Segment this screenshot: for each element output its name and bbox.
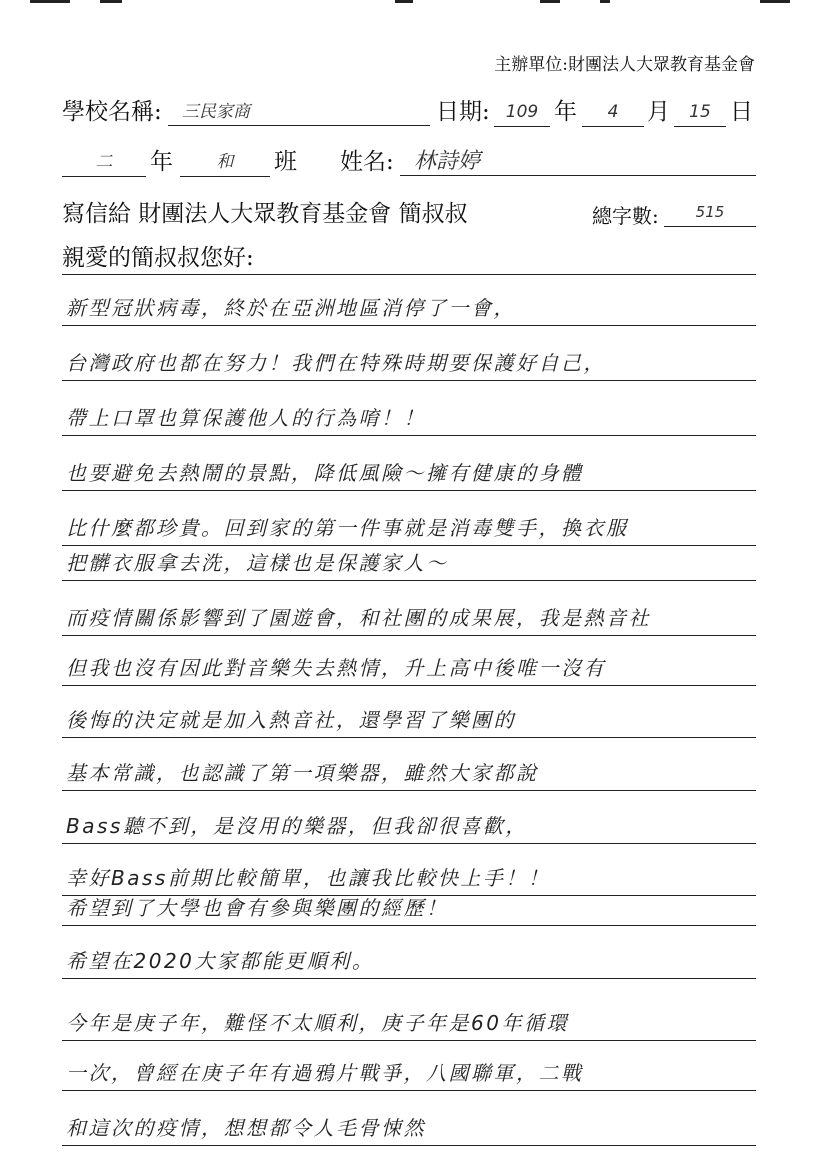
letter-line — [62, 285, 756, 326]
greeting-line — [62, 245, 756, 275]
letter-line-text: 一次，曾經在庚子年有過鴉片戰爭，八國聯軍，二戰 — [66, 1061, 584, 1085]
grade-field: 二 — [62, 148, 146, 177]
letter-line-text: 但我也沒有因此對音樂失去熱情，升上高中後唯一沒有 — [66, 656, 606, 680]
letter-line-text: 把髒衣服拿去洗，這樣也是保護家人～ — [66, 551, 449, 575]
year-unit: 年 — [554, 99, 577, 125]
month-field: 4 — [582, 98, 644, 127]
letter-line-text: 帶上口罩也算保護他人的行為唷！！ — [66, 406, 426, 430]
letter-line-text: 後悔的決定就是加入熱音社，還學習了樂團的 — [66, 708, 516, 732]
letter-line-text: 希望到了大學也會有參與樂團的經歷！ — [66, 896, 449, 920]
school-label: 學校名稱: — [62, 99, 162, 125]
letter-line — [62, 885, 756, 926]
month-unit: 月 — [647, 99, 670, 125]
letter-line-text: 希望在2020大家都能更順利。 — [66, 949, 375, 973]
letter-line — [62, 1105, 756, 1146]
wordcount-field: 515 — [664, 198, 756, 227]
letter-line — [62, 395, 756, 436]
letter-line-text: 和這次的疫情，想想都令人毛骨悚然 — [66, 1116, 426, 1140]
letter-line — [62, 1000, 756, 1041]
class-unit: 班 — [274, 149, 297, 175]
scan-top-marks — [0, 0, 827, 8]
recipient-line: 寫信給 財團法人大眾教育基金會 簡叔叔 — [62, 201, 468, 227]
letter-line — [62, 1050, 756, 1091]
letter-line — [62, 595, 756, 636]
letter-line-text: 新型冠狀病毒，終於在亞洲地區消停了一會， — [66, 296, 516, 320]
letter-line-text: 比什麼都珍貴。回到家的第一件事就是消毒雙手，換衣服 — [66, 516, 629, 540]
wordcount-label: 總字數: — [592, 204, 659, 228]
letter-line — [62, 540, 756, 581]
letter-line-text: 台灣政府也都在努力！我們在特殊時期要保護好自己， — [66, 351, 606, 375]
class-field: 和 — [180, 148, 270, 177]
letter-line — [62, 750, 756, 791]
letter-line — [62, 938, 756, 979]
organizer-label: 主辦單位:財團法人大眾教育基金會 — [494, 55, 755, 75]
letter-line — [62, 645, 756, 686]
school-field: 三民家商 — [168, 98, 430, 126]
letter-line-text: 也要避免去熱鬧的景點，降低風險～擁有健康的身體 — [66, 461, 584, 485]
letter-line-text: 今年是庚子年，難怪不太順利，庚子年是60年循環 — [66, 1011, 569, 1035]
letter-line-text: 幸好Bass前期比較簡單，也讓我比較快上手！！ — [66, 866, 551, 890]
letter-line — [62, 697, 756, 738]
grade-unit: 年 — [150, 149, 173, 175]
letter-line-text: 而疫情關係影響到了園遊會，和社團的成果展，我是熱音社 — [66, 606, 651, 630]
letter-line-text: Bass聽不到，是沒用的樂器，但我卻很喜歡， — [66, 814, 528, 838]
letter-line-text: 基本常識，也認識了第一項樂器，雖然大家都說 — [66, 761, 539, 785]
year-field: 109 — [494, 98, 550, 127]
letter-line — [62, 340, 756, 381]
day-field: 15 — [674, 98, 726, 127]
day-unit: 日 — [730, 99, 753, 125]
date-label: 日期: — [436, 99, 490, 125]
name-label: 姓名: — [340, 149, 394, 175]
letter-line — [62, 450, 756, 491]
greeting-text: 親愛的簡叔叔您好: — [62, 245, 254, 271]
letter-line — [62, 803, 756, 844]
name-field: 林詩婷 — [400, 148, 756, 176]
